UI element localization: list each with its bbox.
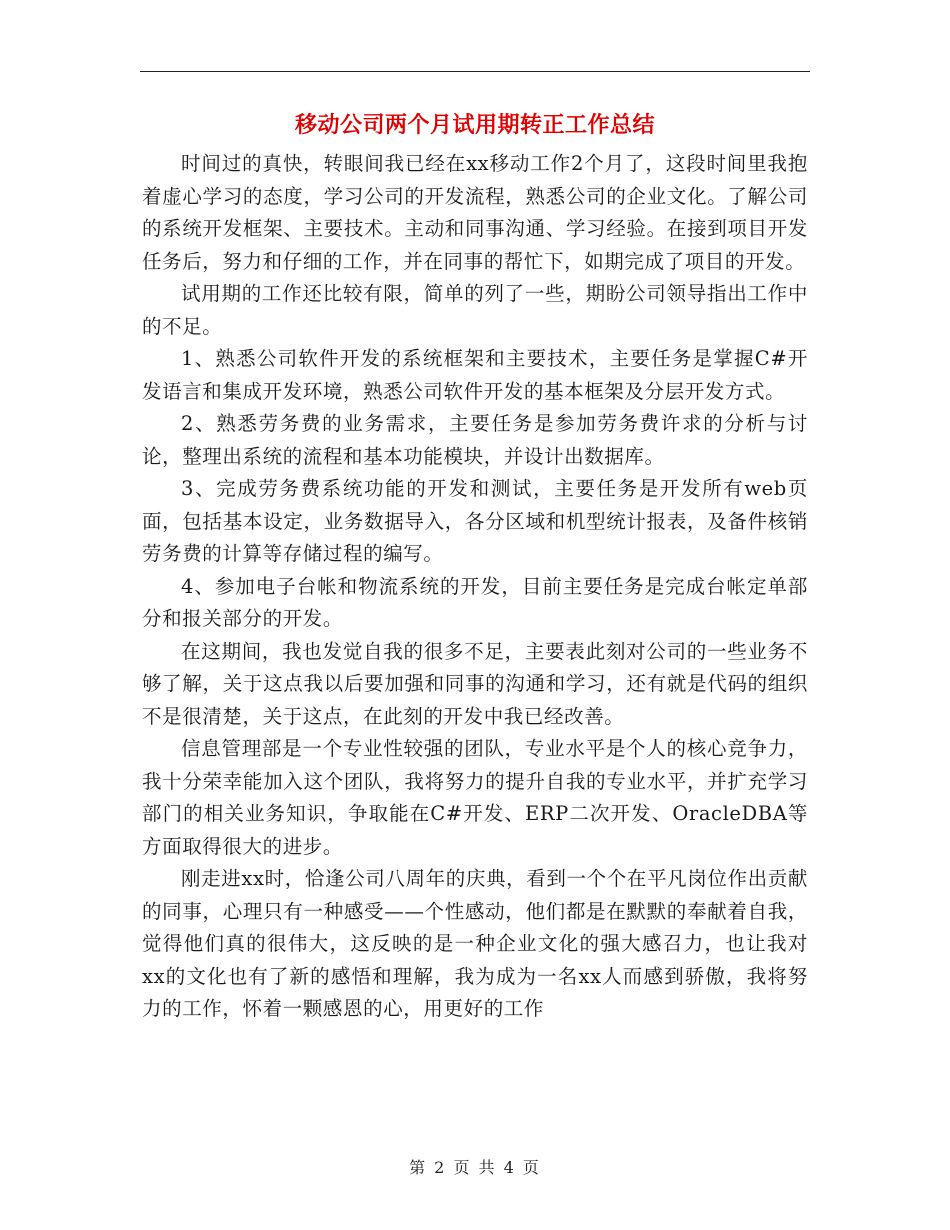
header-rule <box>140 71 810 72</box>
paragraph-item-1: 1、熟悉公司软件开发的系统框架和主要技术，主要任务是掌握C#开发语言和集成开发环境，熟悉公司软件开发的基本框架及分层开发方式。 <box>142 347 808 403</box>
page-number-footer: 第 2 页 共 4 页 <box>409 1158 541 1177</box>
paragraph-shortcomings: 在这期间，我也发觉自我的很多不足，主要表此刻对公司的一些业务不够了解，关于这点我以后要加强和同事的沟通和学习，还有就是代码的组织不是很清楚，关于这点，在此刻的开发中我已经改善。 <box>142 639 808 728</box>
paragraph-intro: 时间过的真快，转眼间我已经在xx移动工作2个月了，这段时间里我抱着虚心学习的态度，学习公司的开发流程，熟悉公司的企业文化。了解公司的系统开发框架、主要技术。主动和同事沟通、学习经验。在接到项目开发任务后，努力和仔细的工作，并在同事的帮忙下，如期完成了项目的开发。 <box>142 152 808 273</box>
paragraph-probation: 试用期的工作还比较有限，简单的列了一些，期盼公司领导指出工作中的不足。 <box>142 282 808 338</box>
paragraph-culture: 刚走进xx时，恰逢公司八周年的庆典，看到一个个在平凡岗位作出贡献的同事，心理只有一种感受——个性感动，他们都是在默默的奉献着自我，觉得他们真的很伟大，这反映的是一种企业文化的强大感召力，也让我对xx的文化也有了新的感悟和理解，我为成为一名xx人而感到骄傲，我将努力的工作，怀着一颗感恩的心，用更好的工作 <box>142 867 808 1020</box>
document-title: 移动公司两个月试用期转正工作总结 <box>294 113 655 138</box>
paragraph-team: 信息管理部是一个专业性较强的团队，专业水平是个人的核心竞争力，我十分荣幸能加入这个团队，我将努力的提升自我的专业水平，并扩充学习部门的相关业务知识，争取能在C#开发、ERP二次开发、OracleDBA等方面取得很大的进步。 <box>142 737 808 858</box>
paragraph-item-3: 3、完成劳务费系统功能的开发和测试，主要任务是开发所有web页面，包括基本设定，业务数据导入，各分区域和机型统计报表，及备件核销劳务费的计算等存储过程的编写。 <box>142 477 808 565</box>
paragraph-item-4: 4、参加电子台帐和物流系统的开发，目前主要任务是完成台帐定单部分和报关部分的开发。 <box>142 574 808 630</box>
paragraph-item-2: 2、熟悉劳务费的业务需求，主要任务是参加劳务费许求的分析与讨论，整理出系统的流程和基本功能模块，并设计出数据库。 <box>142 412 808 468</box>
document-body <box>142 148 808 1026</box>
